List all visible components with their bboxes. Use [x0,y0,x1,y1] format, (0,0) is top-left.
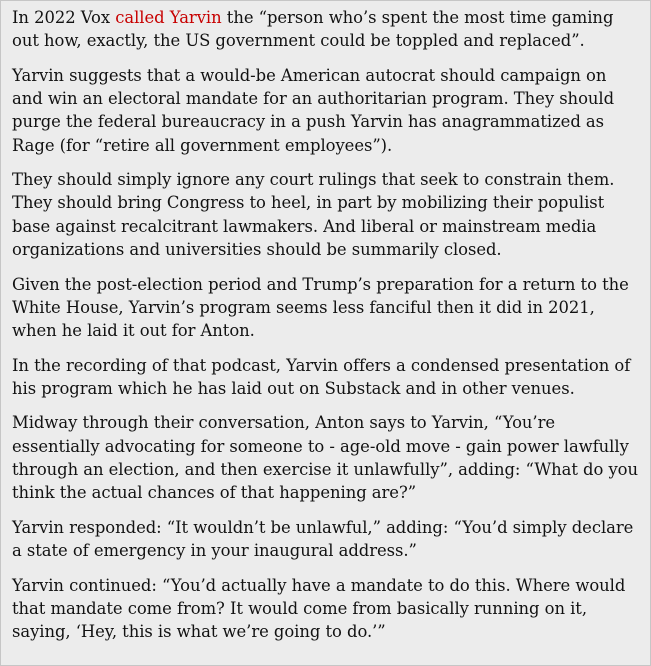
called-yarvin-link[interactable]: called Yarvin [115,8,222,27]
paragraph-2: Yarvin suggests that a would-be American autocrat should campaign on and win an electoral mandate for an authoritarian program. They should purge the federal bureaucracy in a push Yarvin has anagrammatized as Rage (for “retire all government employees”). [12,65,615,155]
paragraph-1 [12,6,641,53]
paragraph-1-rest: the “person who’s spent the most time gaming out how, exactly, the US government could be toppled and replaced”. [12,8,614,51]
paragraph-8: Yarvin continued: “You’d actually have a mandate to do this. Where would that mandate come from? It would come from basically running on it, saying, ‘Hey, this is what we’re going to do.’” [12,575,626,642]
paragraph-4: Given the post-election period and Trump’s preparation for a return to the White House, Yarvin’s program seems less fanciful then it did in 2021, when he laid it out for Anton. [12,274,629,341]
paragraph-1-lead: In 2022 Vox [12,8,116,27]
paragraph-7: Yarvin responded: “It wouldn’t be unlawful,” adding: “You’d simply declare a state of emergency in your inaugural address.” [12,517,634,561]
paragraph-5: In the recording of that podcast, Yarvin offers a condensed presentation of his program which he has laid out on Substack and in other venues. [12,355,631,398]
paragraph-3: They should simply ignore any court rulings that seek to constrain them. They should bring Congress to heel, in part by mobilizing their populist base against recalcitrant lawmakers. And liberal or mainstream media organizations and universities should be summarily closed. [12,170,615,260]
paragraph-6: Midway through their conversation, Anton says to Yarvin, “You’re essentially advocating for someone to - age-old move - gain power lawfully through an election, and then exercise it unlawfully”, adding: “What do you think the actual chances of that happening are?” [12,413,639,503]
